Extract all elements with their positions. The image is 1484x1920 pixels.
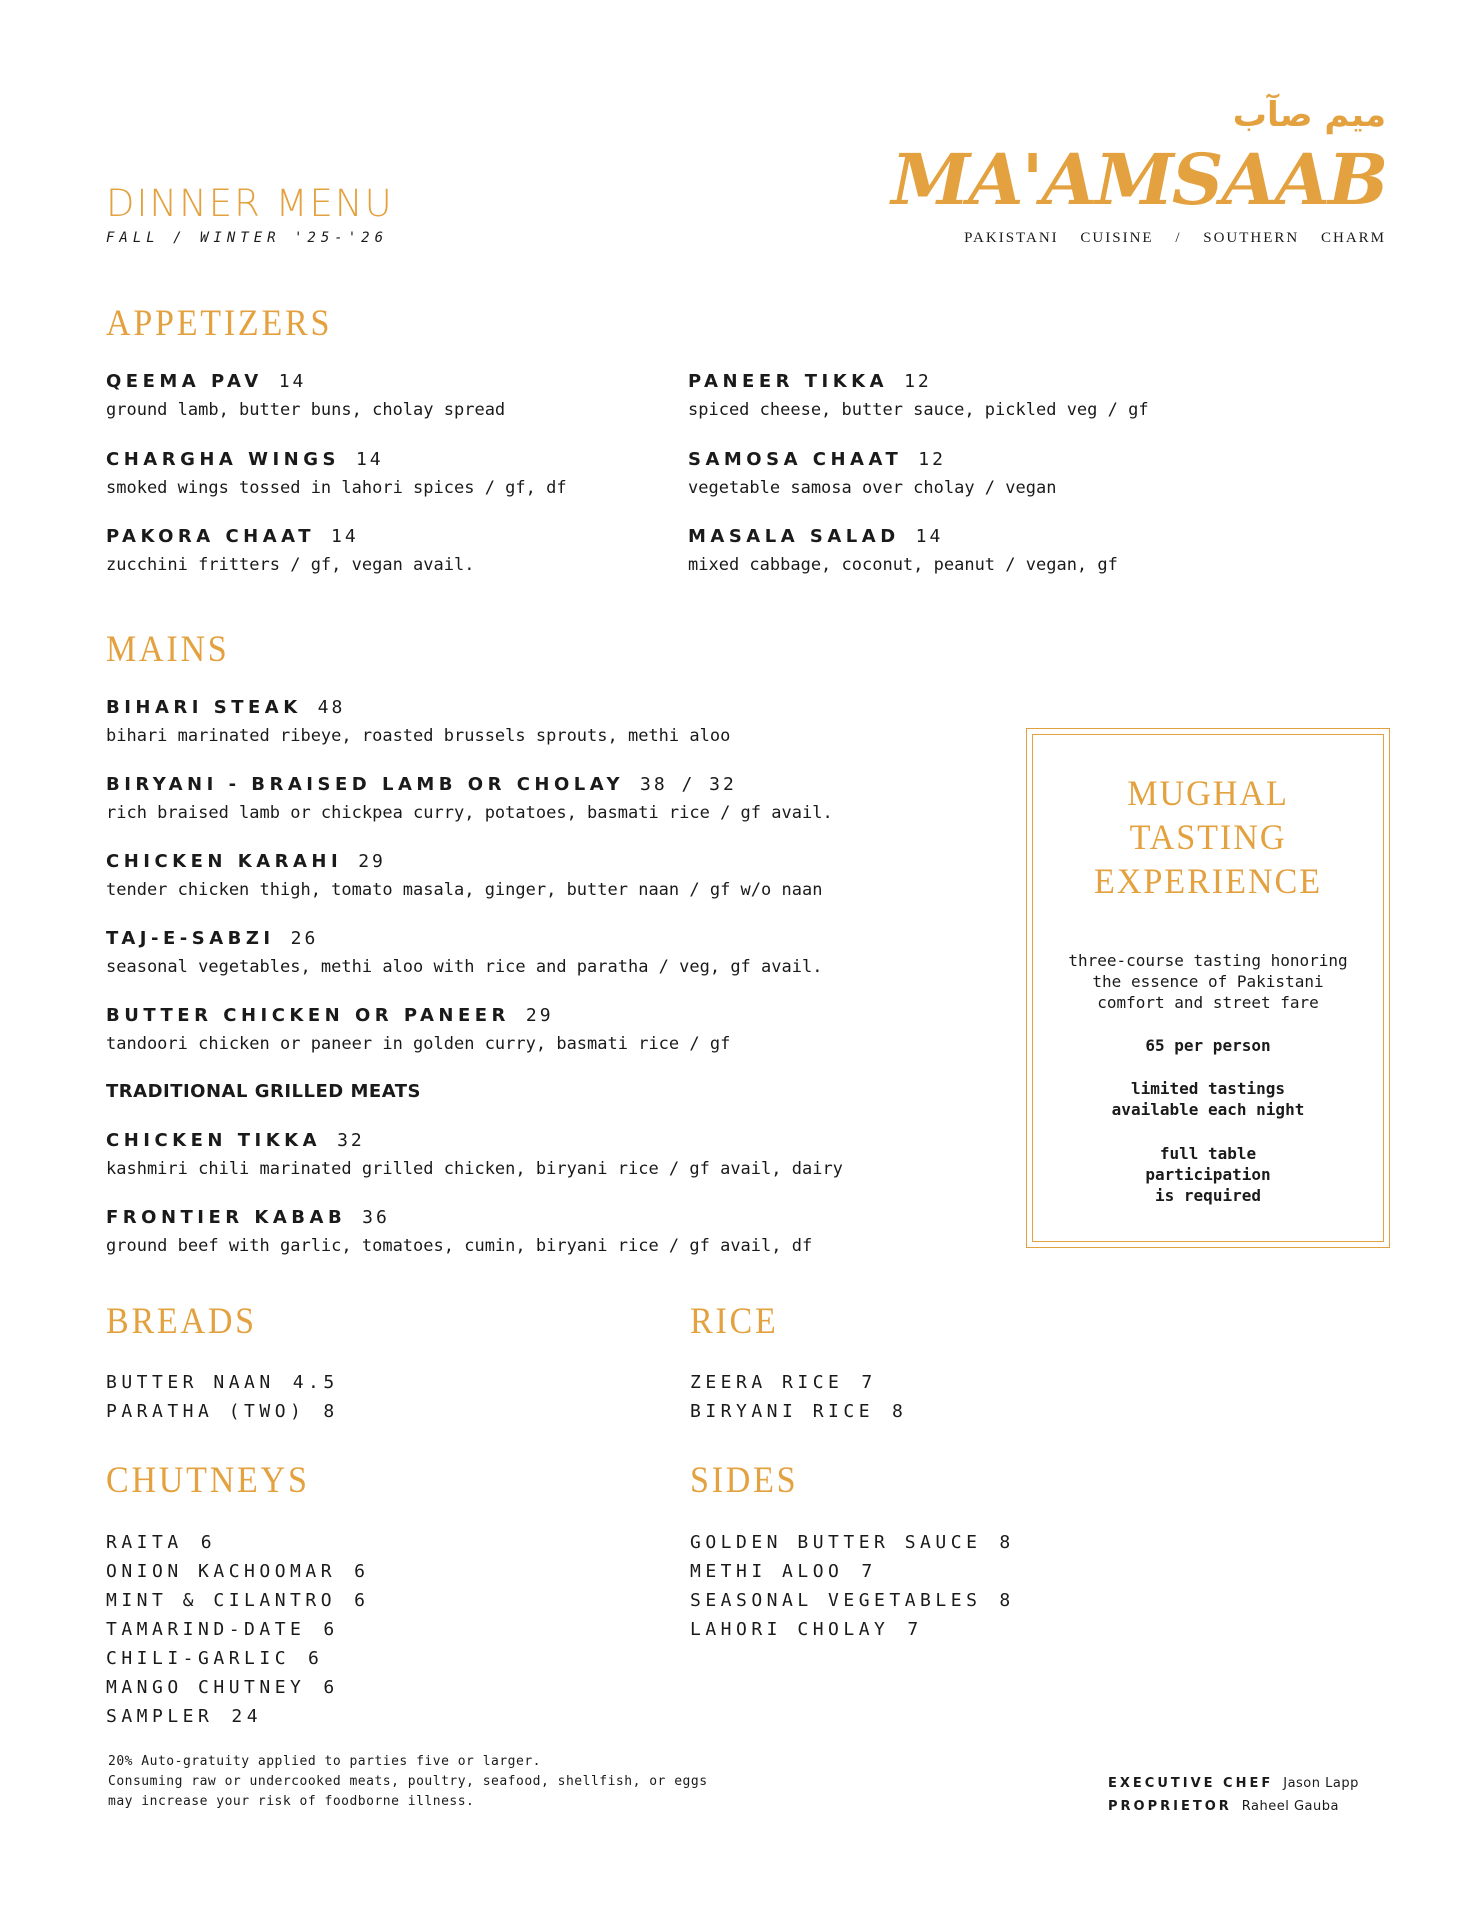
tasting-limited-line: available each night [1111, 1100, 1305, 1119]
proprietor-role: PROPRIETOR [1108, 1799, 1232, 1814]
rice-heading: RICE [690, 1301, 779, 1342]
list-item-price: 6 [354, 1561, 370, 1582]
tasting-participation-line: is required [1155, 1186, 1261, 1205]
item-price: 36 [362, 1207, 390, 1228]
item-desc: bihari marinated ribeye, roasted brussels sprouts, methi aloo [106, 726, 731, 746]
sides-heading: SIDES [690, 1460, 799, 1501]
item-name [106, 1130, 843, 1151]
menu-item [106, 526, 474, 575]
item-price: 32 [337, 1130, 365, 1151]
list-item [690, 1615, 1015, 1644]
item-price: 14 [278, 371, 307, 392]
item-desc: vegetable samosa over cholay / vegan [688, 478, 1057, 498]
list-item-price: 7 [861, 1561, 877, 1582]
list-item-name: SAMPLER [106, 1706, 214, 1727]
list-item [106, 1557, 369, 1586]
footer-credits [1108, 1772, 1359, 1818]
footer-warning-line: may increase your risk of foodborne illness. [108, 1794, 475, 1809]
menu-item [106, 697, 730, 746]
item-name-text: BIRYANI - BRAISED LAMB OR CHOLAY [106, 774, 624, 795]
list-item [106, 1615, 369, 1644]
item-price: 48 [317, 697, 346, 718]
list-item-name: RAITA [106, 1532, 183, 1553]
list-item-price: 4.5 [292, 1372, 339, 1393]
rice-list [690, 1368, 907, 1426]
menu-item [688, 449, 1056, 498]
tasting-limited-line: limited tastings [1130, 1079, 1286, 1098]
menu-item [106, 1207, 812, 1256]
breads-list [106, 1368, 339, 1426]
tasting-desc-line: three-course tasting honoring [1068, 951, 1348, 970]
tasting-title [1036, 771, 1380, 903]
item-name [106, 851, 822, 872]
tasting-price: 65 per person [1145, 1036, 1271, 1055]
list-item-price: 8 [999, 1532, 1015, 1553]
brand-logo: MA'AMSAAB [890, 138, 1386, 221]
list-item-price: 8 [999, 1590, 1015, 1611]
item-desc: rich braised lamb or chickpea curry, potatoes, basmati rice / gf avail. [106, 803, 833, 823]
item-desc: ground lamb, butter buns, cholay spread [106, 400, 506, 420]
list-item [106, 1586, 369, 1615]
chutneys-list [106, 1528, 369, 1731]
list-item-price: 6 [200, 1532, 217, 1553]
list-item-name: ONION KACHOOMAR [106, 1561, 337, 1582]
mains-heading: MAINS [106, 629, 230, 670]
menu-item [106, 1130, 843, 1179]
list-item-price: 6 [323, 1677, 339, 1698]
item-desc: kashmiri chili marinated grilled chicken, biryani rice / gf avail, dairy [106, 1159, 843, 1179]
list-item-price: 6 [323, 1619, 339, 1640]
item-desc: mixed cabbage, coconut, peanut / vegan, gf [688, 555, 1118, 575]
item-name [688, 371, 1149, 392]
brand-tagline: PAKISTANI CUISINE / SOUTHERN CHARM [964, 230, 1386, 246]
footer-notice [108, 1752, 708, 1812]
item-name [688, 449, 1056, 470]
tasting-desc-line: comfort and street fare [1097, 993, 1319, 1012]
item-name-text: PAKORA CHAAT [106, 526, 315, 547]
list-item-price: 24 [231, 1706, 263, 1727]
item-name-text: CHARGHA WINGS [106, 449, 340, 470]
list-item-name: MINT & CILANTRO [106, 1590, 337, 1611]
item-name-text: MASALA SALAD [688, 526, 900, 547]
item-price: 12 [904, 371, 932, 392]
menu-item [106, 774, 833, 823]
list-item-price: 7 [907, 1619, 923, 1640]
item-desc: zucchini fritters / gf, vegan avail. [106, 555, 475, 575]
item-desc: smoked wings tossed in lahori spices / gf, df [106, 478, 567, 498]
list-item-name: BIRYANI RICE [690, 1401, 875, 1422]
item-name-text: BIHARI STEAK [106, 697, 302, 718]
chef-name: Jason Lapp [1283, 1776, 1359, 1791]
proprietor-credit [1108, 1795, 1359, 1818]
tasting-participation-line: participation [1145, 1165, 1271, 1184]
item-price: 14 [331, 526, 359, 547]
list-item-price: 6 [354, 1590, 370, 1611]
tasting-description [1037, 950, 1379, 1013]
list-item [106, 1368, 339, 1397]
chutneys-heading: CHUTNEYS [106, 1460, 310, 1501]
item-desc: ground beef with garlic, tomatoes, cumin, biryani rice / gf avail, df [106, 1236, 813, 1256]
list-item-price: 8 [892, 1401, 908, 1422]
list-item-name: MANGO CHUTNEY [106, 1677, 306, 1698]
item-name-text: BUTTER CHICKEN OR PANEER [106, 1005, 510, 1026]
item-name [106, 697, 730, 718]
menu-item [106, 371, 505, 420]
item-name-text: CHICKEN KARAHI [106, 851, 343, 872]
list-item-name: TAMARIND-DATE [106, 1619, 306, 1640]
item-price: 14 [355, 449, 384, 470]
list-item [690, 1557, 1015, 1586]
proprietor-name: Raheel Gauba [1241, 1799, 1339, 1814]
menu-item [106, 851, 822, 900]
item-name [106, 449, 567, 470]
item-name-text: QEEMA PAV [106, 371, 263, 392]
list-item-price: 8 [323, 1401, 339, 1422]
tasting-desc-line: the essence of Pakistani [1092, 972, 1324, 991]
item-price: 14 [915, 526, 944, 547]
menu-season: FALL / WINTER '25-'26 [106, 230, 389, 246]
list-item [106, 1673, 369, 1702]
footer-gratuity: 20% Auto-gratuity applied to parties five or larger. [108, 1754, 541, 1769]
sides-list [690, 1528, 1015, 1644]
item-name [688, 526, 1118, 547]
list-item-name: PARATHA (TWO) [106, 1401, 306, 1422]
item-name [106, 526, 474, 547]
item-name-text: CHICKEN TIKKA [106, 1130, 322, 1151]
item-name [106, 1005, 730, 1026]
list-item-price: 7 [861, 1372, 877, 1393]
item-price: 38 / 32 [640, 774, 737, 795]
tasting-title-line: MUGHAL [1127, 773, 1289, 813]
appetizers-heading: APPETIZERS [106, 303, 333, 344]
tasting-title-line: TASTING [1129, 817, 1287, 857]
list-item [690, 1528, 1015, 1557]
item-desc: tender chicken thigh, tomato masala, ginger, butter naan / gf w/o naan [106, 880, 823, 900]
item-name-text: FRONTIER KABAB [106, 1207, 347, 1228]
tasting-title-line: EXPERIENCE [1094, 861, 1322, 901]
list-item-name: GOLDEN BUTTER SAUCE [690, 1532, 982, 1553]
list-item-name: CHILI-GARLIC [106, 1648, 291, 1669]
footer-warning-line: Consuming raw or undercooked meats, poultry, seafood, shellfish, or eggs [108, 1774, 708, 1789]
item-name-text: SAMOSA CHAAT [688, 449, 903, 470]
item-name [106, 774, 833, 795]
tasting-participation-line: full table [1159, 1144, 1257, 1163]
item-name-text: TAJ-E-SABZI [106, 928, 275, 949]
item-name [106, 371, 505, 392]
list-item-price: 6 [308, 1648, 324, 1669]
breads-heading: BREADS [106, 1301, 257, 1342]
list-item-name: SEASONAL VEGETABLES [690, 1590, 982, 1611]
list-item [690, 1397, 907, 1426]
list-item [690, 1586, 1015, 1615]
list-item-name: METHI ALOO [690, 1561, 844, 1582]
chef-role: EXECUTIVE CHEF [1108, 1776, 1274, 1791]
list-item-name: ZEERA RICE [690, 1372, 844, 1393]
item-price: 12 [918, 449, 946, 470]
item-desc: seasonal vegetables, methi aloo with rice and paratha / veg, gf avail. [106, 957, 823, 977]
item-desc: spiced cheese, butter sauce, pickled veg / gf [688, 400, 1149, 420]
list-item-name: LAHORI CHOLAY [690, 1619, 890, 1640]
menu-item [106, 449, 567, 498]
item-price: 26 [290, 928, 319, 949]
list-item-name: BUTTER NAAN [106, 1372, 275, 1393]
menu-item [688, 371, 1149, 420]
item-price: 29 [525, 1005, 554, 1026]
list-item [106, 1702, 369, 1731]
chef-credit [1108, 1772, 1359, 1795]
tasting-participation [1037, 1143, 1379, 1206]
item-name [106, 1207, 812, 1228]
grilled-subheading: TRADITIONAL GRILLED MEATS [106, 1081, 421, 1102]
list-item [690, 1368, 907, 1397]
list-item [106, 1644, 369, 1673]
menu-item [106, 928, 822, 977]
menu-title: DINNER MENU [106, 182, 394, 225]
tasting-box [1026, 728, 1390, 1248]
menu-item [688, 526, 1118, 575]
list-item [106, 1397, 339, 1426]
brand-urdu: میم صآب [1232, 95, 1386, 135]
tasting-limited [1037, 1078, 1379, 1120]
list-item [106, 1528, 369, 1557]
item-name-text: PANEER TIKKA [688, 371, 889, 392]
item-desc: tandoori chicken or paneer in golden curry, basmati rice / gf [106, 1034, 731, 1054]
menu-item [106, 1005, 730, 1054]
item-price: 29 [358, 851, 386, 872]
item-name [106, 928, 822, 949]
